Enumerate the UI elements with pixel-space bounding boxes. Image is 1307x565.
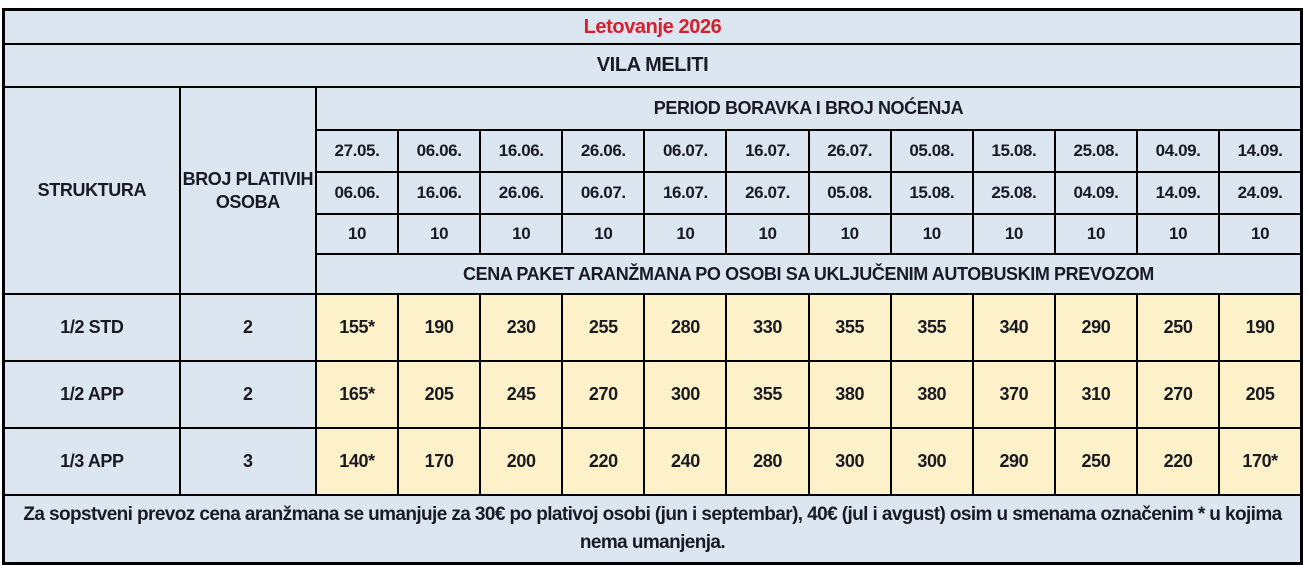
date-from-cell: 05.08.	[891, 130, 973, 172]
price-cell: 300	[891, 428, 973, 495]
date-to-cell: 25.08.	[973, 172, 1055, 214]
price-cell: 270	[562, 361, 644, 428]
nights-cell: 10	[891, 214, 973, 254]
price-cell: 155*	[316, 294, 398, 361]
nights-cell: 10	[316, 214, 398, 254]
price-cell: 290	[973, 428, 1055, 495]
price-cell: 220	[562, 428, 644, 495]
broj-osoba-cell: 2	[180, 361, 316, 428]
date-from-cell: 26.07.	[809, 130, 891, 172]
price-cell: 290	[1055, 294, 1137, 361]
villa-name: VILA MELITI	[4, 44, 1302, 87]
date-from-cell: 15.08.	[973, 130, 1055, 172]
price-cell: 165*	[316, 361, 398, 428]
price-cell: 355	[891, 294, 973, 361]
date-from-cell: 04.09.	[1137, 130, 1219, 172]
nights-cell: 10	[809, 214, 891, 254]
struktura-cell: 1/2 STD	[4, 294, 180, 361]
price-table	[2, 8, 1303, 565]
struktura-cell: 1/3 APP	[4, 428, 180, 495]
price-sheet	[2, 8, 1303, 565]
nights-cell: 10	[398, 214, 480, 254]
broj-osoba-cell: 3	[180, 428, 316, 495]
date-to-cell: 06.07.	[562, 172, 644, 214]
price-cell: 300	[809, 428, 891, 495]
date-from-cell: 06.07.	[644, 130, 726, 172]
price-cell: 250	[1055, 428, 1137, 495]
date-to-cell: 05.08.	[809, 172, 891, 214]
date-from-cell: 16.06.	[480, 130, 562, 172]
price-cell: 190	[1219, 294, 1301, 361]
date-to-cell: 26.06.	[480, 172, 562, 214]
price-cell: 355	[809, 294, 891, 361]
date-from-cell: 25.08.	[1055, 130, 1137, 172]
price-cell: 300	[644, 361, 726, 428]
nights-cell: 10	[1219, 214, 1301, 254]
price-cell: 370	[973, 361, 1055, 428]
nights-cell: 10	[644, 214, 726, 254]
nights-cell: 10	[562, 214, 644, 254]
cena-paket-header: CENA PAKET ARANŽMANA PO OSOBI SA UKLJUČENIM AUTOBUSKIM PREVOZOM	[316, 254, 1302, 294]
broj-osoba-cell: 2	[180, 294, 316, 361]
struktura-cell: 1/2 APP	[4, 361, 180, 428]
period-boravka-header: PERIOD BORAVKA I BROJ NOĆENJA	[316, 87, 1302, 130]
nights-cell: 10	[1055, 214, 1137, 254]
price-cell: 310	[1055, 361, 1137, 428]
date-to-cell: 16.06.	[398, 172, 480, 214]
price-cell: 205	[398, 361, 480, 428]
price-cell: 220	[1137, 428, 1219, 495]
date-to-cell: 14.09.	[1137, 172, 1219, 214]
price-cell: 240	[644, 428, 726, 495]
broj-plativih-osoba-header: BROJ PLATIVIH OSOBA	[180, 87, 316, 294]
date-to-cell: 24.09.	[1219, 172, 1301, 214]
price-cell: 245	[480, 361, 562, 428]
date-from-cell: 06.06.	[398, 130, 480, 172]
table-row	[4, 361, 1302, 428]
date-to-cell: 16.07.	[644, 172, 726, 214]
date-from-cell: 16.07.	[726, 130, 808, 172]
price-cell: 380	[891, 361, 973, 428]
date-from-cell: 14.09.	[1219, 130, 1301, 172]
price-cell: 250	[1137, 294, 1219, 361]
date-from-cell: 26.06.	[562, 130, 644, 172]
nights-cell: 10	[973, 214, 1055, 254]
price-cell: 330	[726, 294, 808, 361]
date-to-cell: 06.06.	[316, 172, 398, 214]
price-cell: 230	[480, 294, 562, 361]
date-to-cell: 26.07.	[726, 172, 808, 214]
price-cell: 270	[1137, 361, 1219, 428]
nights-cell: 10	[726, 214, 808, 254]
price-cell: 355	[726, 361, 808, 428]
price-cell: 255	[562, 294, 644, 361]
date-from-cell: 27.05.	[316, 130, 398, 172]
date-to-cell: 04.09.	[1055, 172, 1137, 214]
price-cell: 380	[809, 361, 891, 428]
table-row	[4, 428, 1302, 495]
struktura-header: STRUKTURA	[4, 87, 180, 294]
page-title: Letovanje 2026	[4, 10, 1302, 45]
price-cell: 340	[973, 294, 1055, 361]
price-cell: 280	[726, 428, 808, 495]
price-cell: 170	[398, 428, 480, 495]
table-row	[4, 294, 1302, 361]
nights-cell: 10	[1137, 214, 1219, 254]
price-cell: 140*	[316, 428, 398, 495]
date-to-cell: 15.08.	[891, 172, 973, 214]
footnote: Za sopstveni prevoz cena aranžmana se umanjuje za 30€ po plativoj osobi (jun i septembar), 40€ (jul i avgust) osim u smenama označenim * u kojima nema umanjenja.	[4, 495, 1302, 564]
price-cell: 205	[1219, 361, 1301, 428]
price-cell: 190	[398, 294, 480, 361]
nights-cell: 10	[480, 214, 562, 254]
price-cell: 200	[480, 428, 562, 495]
price-cell: 280	[644, 294, 726, 361]
price-cell: 170*	[1219, 428, 1301, 495]
